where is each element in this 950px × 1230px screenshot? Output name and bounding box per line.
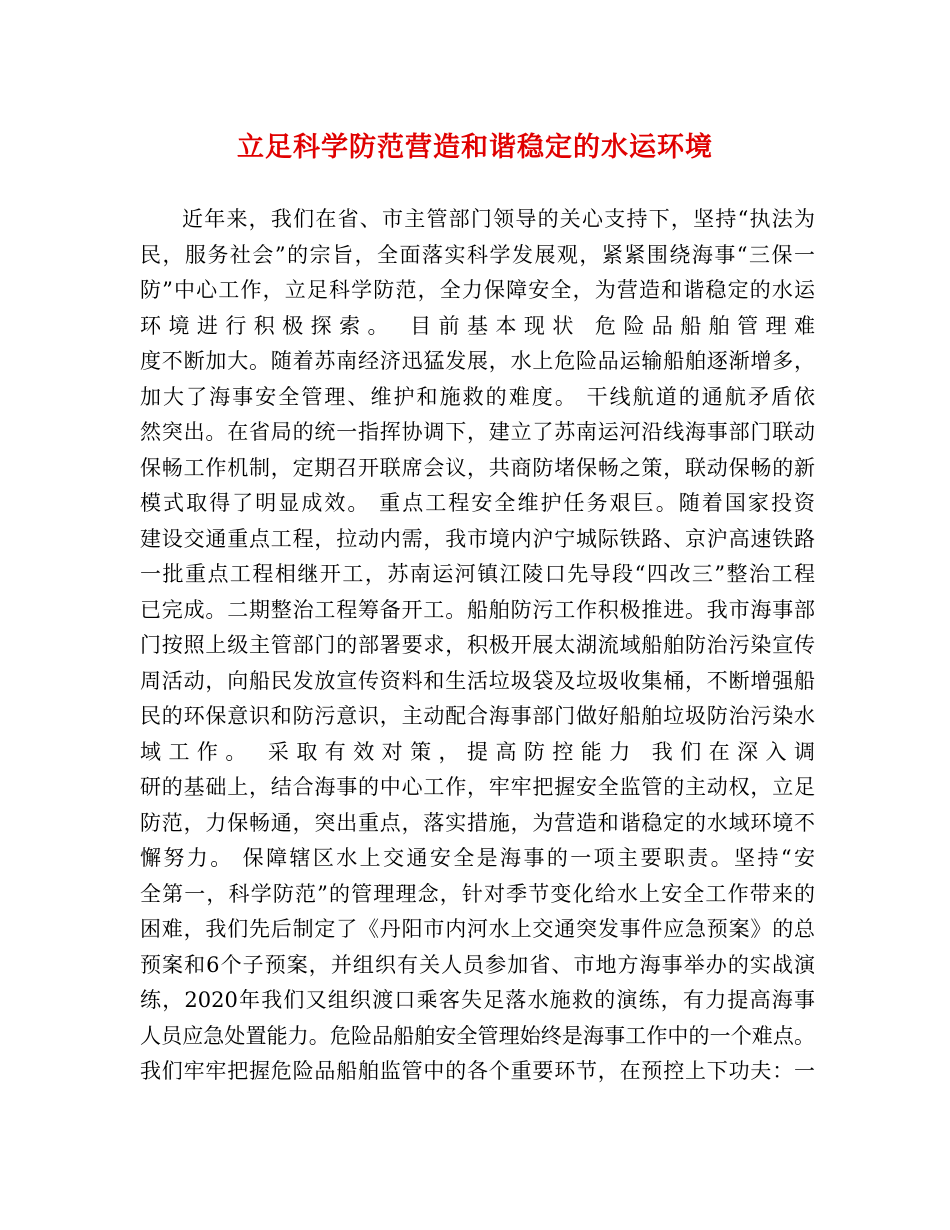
body-line: 然突出。在省局的统一指挥协调下，建立了苏南运河沿线海事部门联动 — [140, 420, 815, 444]
body-line: 预案和6个子预案，并组织有关人员参加省、市地方海事举办的实战演 — [140, 952, 815, 977]
body-line: 民的环保意识和防污意识，主动配合海事部门做好船舶垃圾防治污染水 — [140, 704, 815, 728]
body-line: 门按照上级主管部门的部署要求，积极开展太湖流域船舶防治污染宣传 — [140, 633, 815, 657]
body-line: 困难，我们先后制定了《丹阳市内河水上交通突发事件应急预案》的总 — [140, 917, 815, 941]
body-line: 练，2020年我们又组织渡口乘客失足落水施救的演练，有力提高海事 — [140, 988, 815, 1012]
body-line: 防”中心工作，立足科学防范，全力保障安全，为营造和谐稳定的水运 — [140, 278, 815, 302]
body-line: 近年来，我们在省、市主管部门领导的关心支持下，坚持“执法为 — [182, 207, 815, 231]
body-line: 周活动，向船民发放宣传资料和生活垃圾袋及垃圾收集桶，不断增强船 — [140, 668, 815, 693]
body-line: 度不断加大。随着苏南经济迅猛发展，水上危险品运输船舶逐渐增多， — [140, 349, 815, 373]
body-line: 全第一，科学防范”的管理理念，针对季节变化给水上安全工作带来的 — [140, 881, 815, 906]
body-line: 域工作。 采取有效对策，提高防控能力 我们在深入调 — [140, 739, 815, 764]
body-line: 人员应急处置能力。危险品船舶安全管理始终是海事工作中的一个难点。 — [140, 1023, 815, 1048]
body-line: 一批重点工程相继开工，苏南运河镇江陵口先导段“四改三”整治工程 — [140, 562, 815, 586]
body-line: 建设交通重点工程，拉动内需，我市境内沪宁城际铁路、京沪高速铁路 — [140, 526, 815, 551]
body-line: 模式取得了明显成效。 重点工程安全维护任务艰巨。随着国家投资 — [140, 491, 815, 515]
document-body — [140, 202, 815, 1090]
body-line: 保畅工作机制，定期召开联席会议，共商防堵保畅之策，联动保畅的新 — [140, 455, 815, 480]
body-line: 加大了海事安全管理、维护和施救的难度。 干线航道的通航矛盾依 — [140, 384, 815, 409]
document-title: 立足科学防范营造和谐稳定的水运环境 — [237, 132, 713, 163]
body-line: 研的基础上，结合海事的中心工作，牢牢把握安全监管的主动权，立足 — [140, 775, 815, 799]
body-line: 环境进行积极探索。 目前基本现状 危险品船舶管理难 — [140, 313, 815, 338]
body-line: 民，服务社会”的宗旨，全面落实科学发展观，紧紧围绕海事“三保一 — [140, 242, 815, 267]
body-line: 防范，力保畅通，突出重点，落实措施，为营造和谐稳定的水域环境不 — [140, 810, 815, 835]
body-line: 懈努力。 保障辖区水上交通安全是海事的一项主要职责。坚持“安 — [140, 846, 815, 870]
body-line: 我们牢牢把握危险品船舶监管中的各个重要环节，在预控上下功夫：一 — [140, 1059, 815, 1083]
body-line: 已完成。二期整治工程筹备开工。船舶防污工作积极推进。我市海事部 — [140, 597, 815, 622]
